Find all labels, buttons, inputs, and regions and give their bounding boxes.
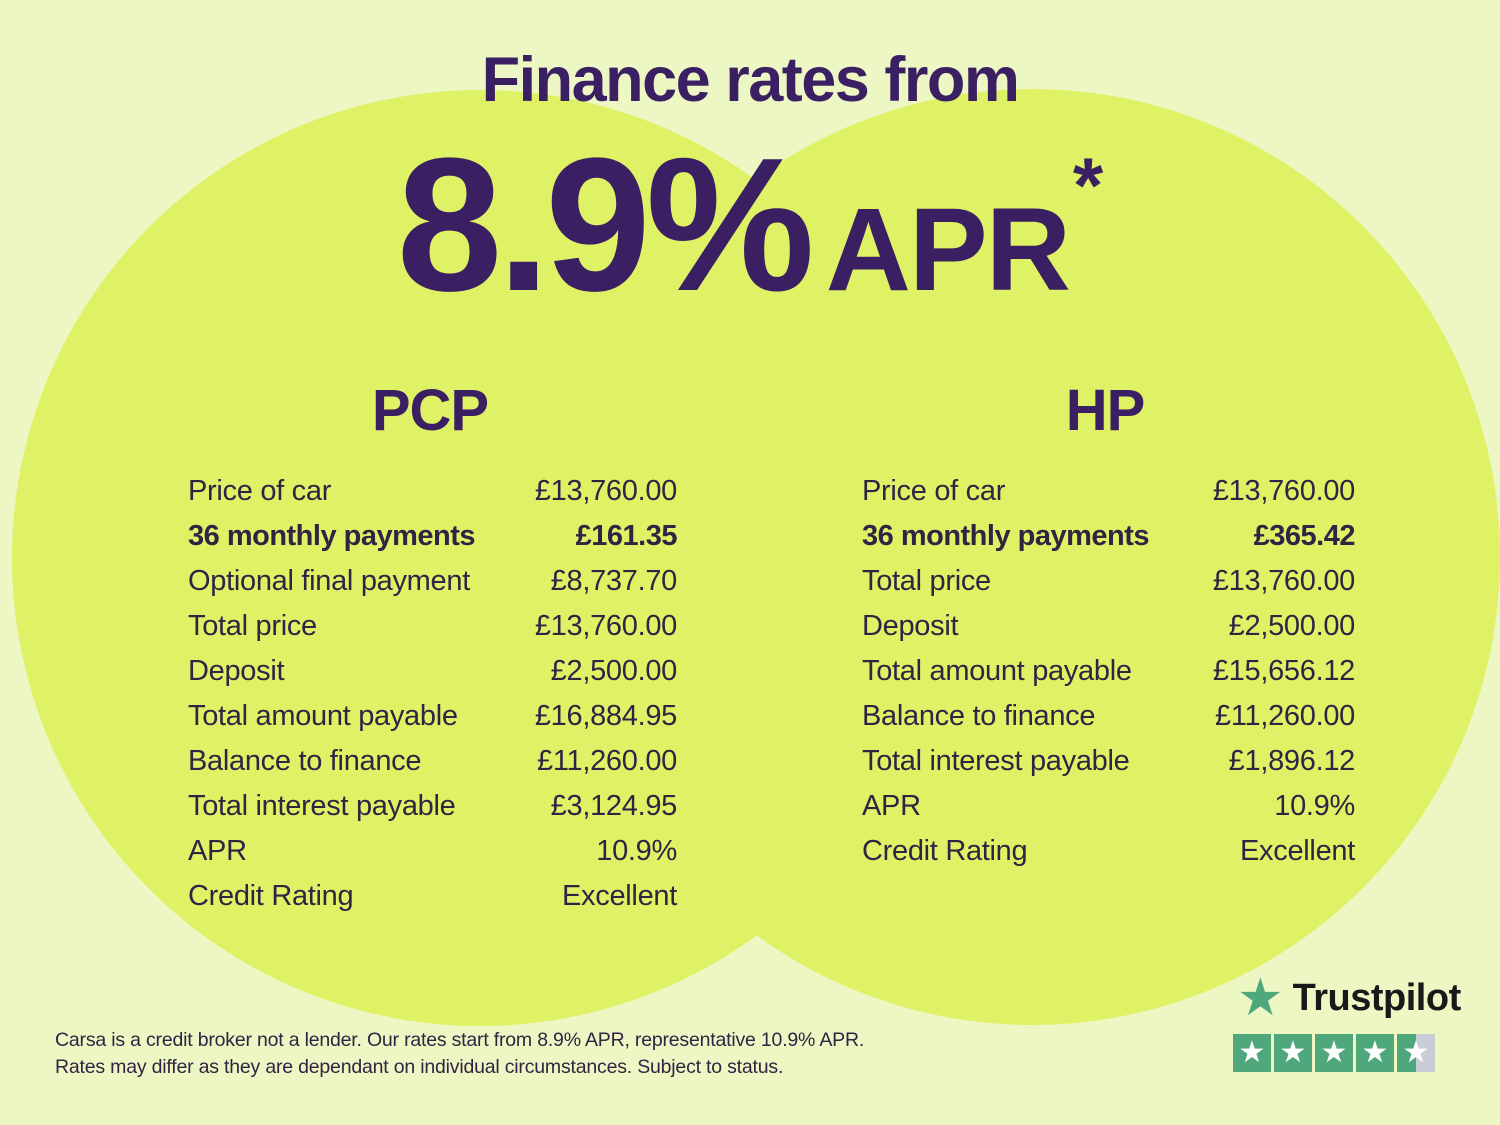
row-value: 10.9% xyxy=(1274,789,1355,822)
row-label: Credit Rating xyxy=(188,879,354,912)
trustpilot-star-icon: ★ xyxy=(1237,968,1284,1028)
row-label: Total price xyxy=(862,564,991,597)
row-value: £11,260.00 xyxy=(537,744,677,777)
rate-value: 8.9% xyxy=(396,119,810,331)
row-value: £8,737.70 xyxy=(550,564,677,597)
pcp-heading: PCP xyxy=(371,378,489,443)
star-box xyxy=(1315,1034,1353,1072)
table-row xyxy=(188,604,677,649)
row-label: Total interest payable xyxy=(188,789,456,822)
table-row xyxy=(188,694,677,739)
row-label: Total interest payable xyxy=(862,744,1130,777)
disclaimer-line-2: Rates may differ as they are dependant on individual circumstances. Subject to status. xyxy=(55,1055,784,1078)
asterisk-icon: * xyxy=(1072,141,1104,229)
star-box xyxy=(1233,1034,1271,1072)
row-label: Deposit xyxy=(188,654,285,687)
table-row xyxy=(188,784,677,829)
table-row xyxy=(188,469,677,514)
row-label: APR xyxy=(862,789,921,822)
star-box xyxy=(1356,1034,1394,1072)
row-value: Excellent xyxy=(1240,834,1355,867)
table-row xyxy=(862,739,1355,784)
row-value: £16,884.95 xyxy=(534,699,677,732)
row-value: £13,760.00 xyxy=(1212,474,1355,507)
row-label: Balance to finance xyxy=(862,699,1096,732)
disclaimer-text xyxy=(55,1027,864,1081)
row-value: £161.35 xyxy=(575,519,677,552)
pcp-table xyxy=(150,378,710,919)
hp-heading: HP xyxy=(1065,378,1145,443)
trustpilot-wordmark: Trustpilot xyxy=(1292,976,1461,1019)
row-label: Total amount payable xyxy=(188,699,458,732)
row-value: £13,760.00 xyxy=(1212,564,1355,597)
row-label: Price of car xyxy=(862,474,1006,507)
star-icon: ★ xyxy=(1402,1035,1430,1070)
row-label: Credit Rating xyxy=(862,834,1028,867)
star-icon: ★ xyxy=(1320,1035,1348,1070)
table-row xyxy=(862,559,1355,604)
row-label: Optional final payment xyxy=(188,564,470,597)
table-row xyxy=(862,469,1355,514)
row-value: £3,124.95 xyxy=(550,789,677,822)
trustpilot-badge xyxy=(1233,968,1461,1072)
row-value: £2,500.00 xyxy=(1228,609,1355,642)
row-value: £365.42 xyxy=(1253,519,1355,552)
star-box xyxy=(1274,1034,1312,1072)
headline-rate xyxy=(0,119,1500,331)
table-row xyxy=(862,694,1355,739)
row-label: Price of car xyxy=(188,474,332,507)
hp-rows xyxy=(830,469,1380,874)
pcp-rows xyxy=(150,469,710,919)
rate-apr-label: APR xyxy=(825,184,1069,316)
trustpilot-rating-stars xyxy=(1233,1034,1461,1072)
table-row xyxy=(188,829,677,874)
row-value: £13,760.00 xyxy=(534,609,677,642)
star-icon: ★ xyxy=(1361,1035,1389,1070)
disclaimer-line-1: Carsa is a credit broker not a lender. Our rates start from 8.9% APR, representative 10.9% APR. xyxy=(55,1029,865,1051)
row-label: 36 monthly payments xyxy=(188,519,476,552)
row-value: £1,896.12 xyxy=(1228,744,1355,777)
row-label: APR xyxy=(188,834,247,867)
row-value: £13,760.00 xyxy=(534,474,677,507)
star-box-half xyxy=(1397,1034,1435,1072)
row-label: Balance to finance xyxy=(188,744,422,777)
row-value: Excellent xyxy=(562,879,677,912)
table-row xyxy=(188,649,677,694)
table-row xyxy=(188,514,677,559)
table-row xyxy=(862,829,1355,874)
table-row xyxy=(188,739,677,784)
table-row xyxy=(188,874,677,919)
star-icon: ★ xyxy=(1279,1035,1307,1070)
row-value: 10.9% xyxy=(596,834,677,867)
table-row xyxy=(188,559,677,604)
trustpilot-logo xyxy=(1237,968,1461,1028)
hp-table xyxy=(830,378,1380,874)
table-row xyxy=(862,649,1355,694)
row-label: Total amount payable xyxy=(862,654,1132,687)
row-label: Total price xyxy=(188,609,317,642)
table-row xyxy=(862,514,1355,559)
row-value: £15,656.12 xyxy=(1212,654,1355,687)
table-row xyxy=(862,604,1355,649)
row-value: £11,260.00 xyxy=(1215,699,1355,732)
row-label: Deposit xyxy=(862,609,959,642)
table-row xyxy=(862,784,1355,829)
star-icon: ★ xyxy=(1238,1035,1266,1070)
row-label: 36 monthly payments xyxy=(862,519,1150,552)
row-value: £2,500.00 xyxy=(550,654,677,687)
page-title: Finance rates from xyxy=(481,45,1019,115)
